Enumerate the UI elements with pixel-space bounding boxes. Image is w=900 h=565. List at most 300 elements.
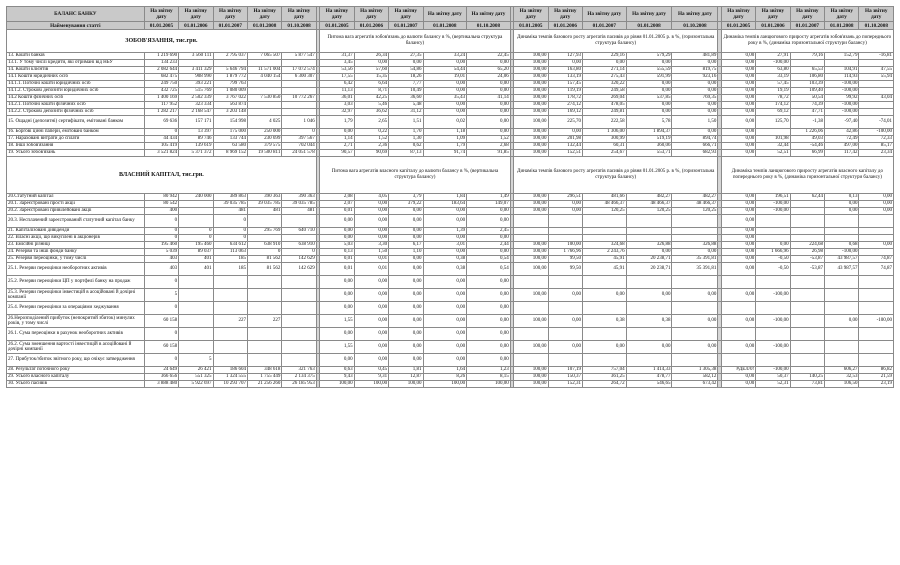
- share-cell: 0,00: [389, 256, 423, 263]
- column-caption: На звітну дату: [825, 7, 859, 22]
- row-label: 13. Кошти банків: [7, 53, 145, 60]
- chain-growth-cell: 0,00: [721, 109, 755, 116]
- chain-growth-cell: 0,00: [721, 341, 755, 354]
- amount-cell: 3 560 111: [179, 53, 213, 60]
- row-label: 26.1. Сума переоцінки в рахунок необоротних активів: [7, 328, 145, 341]
- base-growth-cell: 0,38: [626, 315, 672, 328]
- amount-cell: 63 580: [213, 143, 247, 150]
- share-cell: 2,68: [467, 143, 511, 150]
- share-cell: 3,45: [320, 60, 354, 67]
- share-cell: 0,00: [467, 81, 511, 88]
- base-growth-cell: 300,99: [582, 136, 626, 143]
- row-label: 14.1.2. Строкові депозити юридичних осіб: [7, 88, 145, 95]
- amount-cell: 157 171: [179, 116, 213, 129]
- amount-cell: 154 998: [213, 116, 247, 129]
- share-cell: 0,00: [467, 341, 511, 354]
- amount-cell: 2 168 547: [179, 109, 213, 116]
- amount-cell: 1 879 772: [213, 74, 247, 81]
- column-caption: На звітну дату: [721, 7, 755, 22]
- amount-cell: [179, 276, 213, 289]
- amount-cell: 1 219 690: [144, 53, 178, 60]
- chain-growth-cell: [859, 341, 894, 354]
- header-dates-row: [7, 22, 894, 30]
- chain-growth-cell: [859, 276, 894, 289]
- chain-growth-cell: [721, 302, 755, 315]
- chain-growth-cell: 19,19: [756, 88, 790, 95]
- chain-growth-cell: 69,12: [756, 109, 790, 116]
- base-growth-cell: 326,88: [626, 242, 672, 249]
- chain-growth-cell: 23,34: [859, 150, 894, 157]
- chain-growth-cell: 152,79: [825, 53, 859, 60]
- table-row: [7, 74, 894, 81]
- share-cell: 0,00: [423, 354, 467, 367]
- base-growth-cell: 0,00: [548, 60, 582, 67]
- amount-cell: 1 755 449: [247, 374, 281, 381]
- base-growth-cell: 1 414,33: [626, 367, 672, 374]
- amount-cell: 390 363: [247, 194, 281, 201]
- share-cell: 0,00: [467, 129, 511, 136]
- base-growth-cell: 478,77: [626, 374, 672, 381]
- chain-growth-cell: 0,00: [756, 242, 790, 249]
- chain-growth-cell: [859, 228, 894, 235]
- base-growth-cell: 48 466,37: [672, 201, 718, 208]
- column-caption: На звітну дату: [320, 7, 354, 22]
- base-growth-cell: 275,43: [582, 74, 626, 81]
- base-growth-cell: 152,51: [548, 150, 582, 157]
- share-cell: 0,00: [467, 116, 511, 129]
- share-cell: 0,62: [389, 143, 423, 150]
- table-row: [7, 129, 894, 136]
- amount-cell: 69 636: [144, 116, 178, 129]
- share-cell: 3,03: [320, 102, 354, 109]
- share-cell: 0,00: [354, 276, 388, 289]
- row-label: 27. Прибуток/збиток звітного року, що очікує затвердження: [7, 354, 145, 367]
- base-growth-cell: 481,89: [672, 53, 718, 60]
- chain-growth-cell: 72,33: [859, 136, 894, 143]
- chain-growth-cell: 21,59: [859, 374, 894, 381]
- share-cell: 3,79: [389, 194, 423, 201]
- amount-cell: 105 419: [144, 143, 178, 150]
- base-growth-cell: 100,00: [514, 136, 548, 143]
- share-cell: 36,62: [354, 109, 388, 116]
- amount-cell: 403: [144, 256, 178, 263]
- chain-growth-cell: 79,16: [790, 53, 824, 60]
- table-row: [7, 235, 894, 242]
- row-label: 14.1.1. Поточні кошти юридичних осіб: [7, 81, 145, 88]
- chain-growth-cell: 106,80: [790, 74, 824, 81]
- share-cell: 2,45: [467, 228, 511, 235]
- amount-cell: 0: [144, 129, 178, 136]
- date-header: 01.01.2006: [179, 22, 213, 30]
- base-growth-cell: 274,12: [548, 102, 582, 109]
- amount-cell: 195 460: [179, 242, 213, 249]
- row-label: 21. Капіталізовані дивіденди: [7, 228, 145, 235]
- base-growth-cell: 271,14: [582, 67, 626, 74]
- chain-growth-cell: 0,00: [825, 315, 859, 328]
- share-cell: 0,00: [354, 302, 388, 315]
- chain-growth-cell: [825, 215, 859, 228]
- share-cell: 183,64: [423, 201, 467, 208]
- amount-cell: 142 629: [282, 256, 316, 263]
- date-header: 01.01.2006: [354, 22, 388, 30]
- chain-growth-cell: [859, 60, 894, 67]
- base-growth-cell: 326,88: [672, 242, 718, 249]
- chain-growth-cell: -54,46: [790, 143, 824, 150]
- chain-growth-cell: 0,00: [721, 95, 755, 102]
- share-cell: 0,01: [320, 263, 354, 276]
- chain-growth-caption: Динаміка темпів ланцюгового приросту агрегатів власного капіталу до попереднього року в %, (динаміка горизонтальної структури балансу): [721, 157, 893, 194]
- share-cell: 5,03: [320, 242, 354, 249]
- share-cell: 0,00: [467, 328, 511, 341]
- amount-cell: 240 000: [179, 194, 213, 201]
- share-cell: 42,25: [354, 95, 388, 102]
- chain-growth-cell: 66,99: [790, 150, 824, 157]
- base-growth-cell: 100,00: [514, 129, 548, 136]
- share-cell: 9,31: [354, 374, 388, 381]
- items-title: Найменування статті: [7, 22, 145, 30]
- chain-growth-cell: -97,40: [825, 116, 859, 129]
- row-label: 25.4. Резерви переоцінки за операціями хеджування: [7, 302, 145, 315]
- amount-cell: [247, 328, 281, 341]
- amount-cell: 0: [144, 276, 178, 289]
- chain-growth-cell: 27,91: [756, 53, 790, 60]
- base-growth-cell: 0,00: [672, 60, 718, 67]
- share-cell: 0,00: [423, 289, 467, 302]
- share-cell: 0,00: [423, 249, 467, 256]
- amount-cell: [213, 302, 247, 315]
- chain-growth-cell: [790, 215, 824, 228]
- share-cell: 0,00: [354, 341, 388, 354]
- equity-section-header: [7, 157, 894, 194]
- base-growth-cell: [548, 302, 582, 315]
- chain-growth-cell: -0,50: [756, 256, 790, 263]
- share-cell: 0,02: [423, 116, 467, 129]
- chain-growth-cell: -100,00: [825, 102, 859, 109]
- base-growth-cell: [582, 235, 626, 242]
- base-growth-cell: 100,00: [514, 367, 548, 374]
- chain-growth-cell: 0,00: [721, 215, 755, 228]
- chain-growth-cell: 62,44: [790, 194, 824, 201]
- share-cell: 0,00: [467, 109, 511, 116]
- base-growth-cell: 119,19: [548, 88, 582, 95]
- base-growth-cell: [548, 228, 582, 235]
- base-growth-cell: 1 306,00: [582, 129, 626, 136]
- header-row: [7, 7, 894, 22]
- share-cell: 0,00: [467, 208, 511, 215]
- amount-cell: [282, 102, 316, 109]
- amount-cell: [247, 354, 281, 367]
- column-caption: На звітну дату: [354, 7, 388, 22]
- base-growth-cell: 481,66: [582, 194, 626, 201]
- amount-cell: 0: [282, 129, 316, 136]
- share-cell: 53,56: [320, 67, 354, 74]
- amount-cell: 682 475: [144, 74, 178, 81]
- share-cell: 0,00: [423, 235, 467, 242]
- chain-growth-cell: 103,39: [790, 81, 824, 88]
- amount-cell: 5: [144, 289, 178, 302]
- row-label: 19. Усього зобов'язань: [7, 150, 145, 157]
- share-cell: 0,38: [423, 256, 467, 263]
- base-growth-cell: 169,12: [548, 109, 582, 116]
- amount-cell: 2 082 644: [144, 67, 178, 74]
- table-row: [7, 67, 894, 74]
- amount-cell: 21 256 260: [247, 381, 281, 388]
- base-growth-cell: 0,00: [626, 60, 672, 67]
- share-cell: 0,22: [354, 129, 388, 136]
- amount-cell: 551 325: [179, 374, 213, 381]
- share-cell: 0,00: [467, 249, 511, 256]
- share-cell: 6,17: [389, 242, 423, 249]
- base-growth-cell: [514, 276, 548, 289]
- date-header: 01.01.2005: [144, 22, 178, 30]
- amount-cell: 17 072 574: [282, 67, 316, 74]
- row-label: 30. Усього пасивів: [7, 381, 145, 388]
- amount-cell: 195 460: [144, 242, 178, 249]
- base-growth-cell: [548, 276, 582, 289]
- chain-growth-cell: 0,00: [721, 74, 755, 81]
- chain-growth-cell: 0,00: [721, 289, 755, 302]
- share-cell: 26,34: [354, 53, 388, 60]
- amount-cell: 2 502 339: [179, 95, 213, 102]
- amount-cell: [282, 215, 316, 228]
- base-growth-cell: 48 466,37: [626, 201, 672, 208]
- chain-growth-cell: 0,13: [825, 194, 859, 201]
- amount-cell: 2 134 375: [282, 374, 316, 381]
- column-caption: На звітну дату: [389, 7, 423, 22]
- share-cell: 0,00: [423, 328, 467, 341]
- base-growth-cell: 555,59: [626, 67, 672, 74]
- amount-cell: 400: [144, 208, 178, 215]
- chain-growth-cell: 104,91: [825, 67, 859, 74]
- chain-growth-cell: [825, 276, 859, 289]
- amount-cell: 393 221: [179, 81, 213, 88]
- chain-growth-cell: 99,92: [825, 95, 859, 102]
- chain-growth-cell: 497,00: [825, 143, 859, 150]
- amount-cell: 175 000: [213, 129, 247, 136]
- table-row: [7, 381, 894, 388]
- share-cell: 65,20: [467, 67, 511, 74]
- table-row: [7, 53, 894, 60]
- chain-growth-cell: 50,54: [790, 95, 824, 102]
- share-cell: 0,00: [389, 354, 423, 367]
- chain-growth-cell: 125,70: [756, 116, 790, 129]
- share-cell: 0,54: [467, 263, 511, 276]
- base-growth-cell: 0,00: [548, 315, 582, 328]
- share-cell: 2,44: [467, 242, 511, 249]
- base-growth-cell: 0,00: [548, 129, 582, 136]
- base-growth-cell: 100,00: [514, 201, 548, 208]
- share-cell: 4,05: [354, 194, 388, 201]
- amount-cell: 44 434: [144, 136, 178, 143]
- amount-cell: [282, 235, 316, 242]
- base-growth-cell: 254,67: [582, 150, 626, 157]
- amount-cell: 0: [144, 354, 178, 367]
- chain-growth-cell: [790, 235, 824, 242]
- amount-cell: 10 772 267: [282, 95, 316, 102]
- base-growth-cell: 0,00: [626, 341, 672, 354]
- column-caption: На звітну дату: [790, 7, 824, 22]
- amount-cell: [282, 81, 316, 88]
- chain-growth-cell: 0,00: [721, 228, 755, 235]
- column-caption: На звітну дату: [423, 7, 467, 22]
- base-growth-cell: 107,19: [548, 367, 582, 374]
- amount-cell: 81 562: [247, 256, 281, 263]
- amount-cell: 321 763: [282, 367, 316, 374]
- share-cell: 8,15: [467, 374, 511, 381]
- chain-growth-cell: 0,00: [721, 242, 755, 249]
- amount-cell: [282, 276, 316, 289]
- base-growth-cell: [582, 354, 626, 367]
- amount-cell: 295 769: [247, 228, 281, 235]
- chain-growth-cell: [825, 341, 859, 354]
- chain-growth-cell: 0,00: [721, 208, 755, 215]
- base-growth-cell: 296,51: [548, 194, 582, 201]
- amount-cell: 117 952: [144, 102, 178, 109]
- amount-cell: 481: [282, 208, 316, 215]
- column-caption: На звітну дату: [213, 7, 247, 22]
- chain-growth-cell: 49,03: [790, 136, 824, 143]
- amount-cell: 1 282 217: [144, 109, 178, 116]
- chain-growth-cell: [825, 302, 859, 315]
- column-caption: На звітну дату: [144, 7, 178, 22]
- amount-cell: [282, 88, 316, 95]
- chain-growth-cell: [825, 354, 859, 367]
- base-growth-caption: Динаміка темпів базового росту агрегатів пасивів до рівня 01.01.2005 р. в %, (горизонтальна структура балансу): [514, 157, 718, 194]
- amount-cell: 397 567: [282, 136, 316, 143]
- table-row: [7, 302, 894, 315]
- table-row: [7, 208, 894, 215]
- share-cell: 0,00: [423, 315, 467, 328]
- amount-cell: [282, 341, 316, 354]
- share-cell: 1,70: [389, 129, 423, 136]
- amount-cell: 481: [213, 208, 247, 215]
- share-cell: 22,45: [467, 53, 511, 60]
- chain-growth-cell: -53,87: [790, 263, 824, 276]
- table-row: [7, 201, 894, 208]
- row-label: 17. Нараховані витрати до сплати: [7, 136, 145, 143]
- base-growth-cell: 553,71: [626, 150, 672, 157]
- row-label: 13.1. У тому числі кредити, які отримані від НБУ: [7, 60, 145, 67]
- chain-growth-cell: [721, 354, 755, 367]
- chain-growth-cell: -100,00: [825, 109, 859, 116]
- amount-cell: 634 612: [213, 242, 247, 249]
- share-cell: 57,60: [354, 67, 388, 74]
- amount-cell: 113 063: [213, 249, 247, 256]
- share-cell: 0,00: [467, 235, 511, 242]
- chain-growth-cell: 0,00: [859, 194, 894, 201]
- share-cell: 1,52: [354, 136, 388, 143]
- share-cell: 36,01: [320, 95, 354, 102]
- row-label: 26.2. Сума зменшення вартості інвестицій в асоційовані й дочірні компанії: [7, 341, 145, 354]
- share-cell: 0,00: [467, 302, 511, 315]
- base-growth-cell: [514, 302, 548, 315]
- chain-growth-cell: [825, 235, 859, 242]
- row-label: 15. Ощадні (депозитні) сертифікати, емітовані банком: [7, 116, 145, 129]
- balance-table: [6, 6, 894, 388]
- amount-cell: 0: [213, 228, 247, 235]
- amount-cell: [247, 235, 281, 242]
- amount-cell: 5 039: [144, 249, 178, 256]
- chain-growth-cell: 109,40: [790, 88, 824, 95]
- share-cell: 31,12: [389, 109, 423, 116]
- share-cell: 36,60: [389, 95, 423, 102]
- amount-cell: [247, 341, 281, 354]
- amount-cell: [282, 109, 316, 116]
- chain-growth-cell: 1 666,96: [756, 249, 790, 256]
- amount-cell: [179, 302, 213, 315]
- share-cell: 0,00: [389, 315, 423, 328]
- chain-growth-cell: 0,00: [721, 136, 755, 143]
- share-cell: 2,36: [354, 143, 388, 150]
- amount-cell: [179, 215, 213, 228]
- base-growth-cell: 100,00: [514, 53, 548, 60]
- base-growth-cell: 0,00: [672, 249, 718, 256]
- row-label: 28. Результат поточного року: [7, 367, 145, 374]
- chain-growth-cell: [790, 289, 824, 302]
- base-growth-cell: 482,27: [672, 194, 718, 201]
- base-growth-cell: 0,00: [548, 289, 582, 302]
- chain-growth-cell: -100,00: [756, 367, 790, 374]
- share-cell: 0,00: [467, 88, 511, 95]
- amount-cell: 0: [247, 249, 281, 256]
- chain-growth-cell: [859, 328, 894, 341]
- column-caption: На звітну дату: [548, 7, 582, 22]
- share-cell: 100,00: [354, 381, 388, 388]
- chain-growth-cell: [790, 302, 824, 315]
- chain-growth-cell: 63,80: [756, 67, 790, 74]
- base-growth-cell: 537,85: [626, 95, 672, 102]
- amount-cell: 227: [247, 315, 281, 328]
- base-growth-cell: 666,71: [672, 143, 718, 150]
- chain-growth-cell: 0,00: [721, 256, 755, 263]
- base-growth-cell: [672, 215, 718, 228]
- amount-cell: [179, 60, 213, 67]
- chain-growth-cell: -100,00: [756, 201, 790, 208]
- amount-cell: 80 542: [144, 201, 178, 208]
- amount-cell: 39 035 785: [282, 201, 316, 208]
- chain-growth-cell: 0,00: [721, 67, 755, 74]
- amount-cell: [179, 315, 213, 328]
- row-label: 25.1. Резерви переоцінки необоротних активів: [7, 263, 145, 276]
- chain-growth-cell: 0,00: [721, 60, 755, 67]
- chain-growth-cell: -100,00: [756, 315, 790, 328]
- base-growth-cell: 100,00: [514, 143, 548, 150]
- chain-growth-cell: [790, 208, 824, 215]
- amount-cell: 1 046: [282, 116, 316, 129]
- share-cell: 0,00: [320, 302, 354, 315]
- chain-growth-cell: [790, 228, 824, 235]
- share-cell: 90,57: [320, 150, 354, 157]
- base-growth-cell: 0,38: [582, 315, 626, 328]
- chain-growth-cell: 224,68: [790, 242, 824, 249]
- share-cell: 0,00: [467, 215, 511, 228]
- amount-cell: [282, 302, 316, 315]
- table-row: [7, 60, 894, 67]
- amount-cell: 563 874: [213, 102, 247, 109]
- share-cell: 6,42: [320, 81, 354, 88]
- base-growth-cell: 923,16: [672, 74, 718, 81]
- share-cell: 0,00: [389, 341, 423, 354]
- share-cell: 19,01: [423, 74, 467, 81]
- base-growth-cell: 100,00: [514, 374, 548, 381]
- base-growth-cell: 0,00: [582, 289, 626, 302]
- chain-growth-cell: -74,01: [859, 116, 894, 129]
- table-row: [7, 328, 894, 341]
- base-growth-cell: [672, 228, 718, 235]
- amount-cell: 3 888 480: [144, 381, 178, 388]
- row-label: 23. Емісійні різниці: [7, 242, 145, 249]
- share-cell: 0,00: [320, 129, 354, 136]
